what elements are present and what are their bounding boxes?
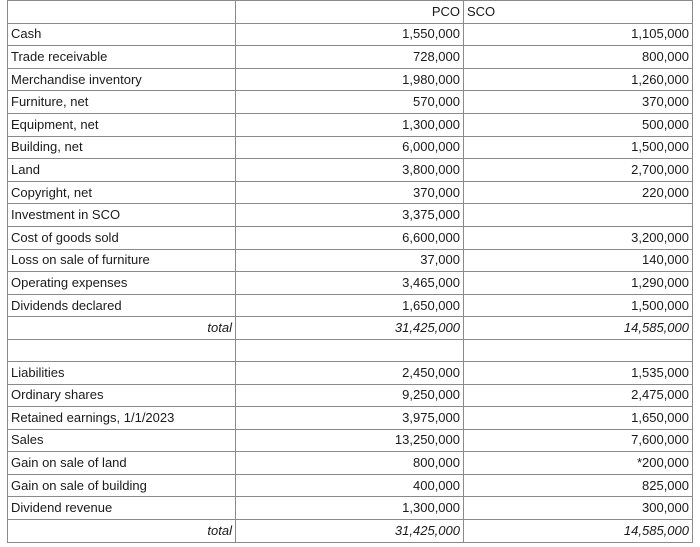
spacer-cell	[236, 339, 464, 361]
pco-value: 1,980,000	[236, 68, 464, 91]
table-row	[8, 159, 693, 182]
pco-value: 3,375,000	[236, 204, 464, 227]
sco-value: 1,500,000	[464, 294, 693, 317]
table-row	[8, 226, 693, 249]
row-label: Sales	[8, 429, 236, 452]
total-label: total	[8, 317, 236, 340]
table-row	[8, 407, 693, 430]
table-row	[8, 272, 693, 295]
header-blank-cell	[8, 1, 236, 24]
table-row	[8, 181, 693, 204]
sco-value: 825,000	[464, 474, 693, 497]
pco-total: 31,425,000	[236, 520, 464, 543]
table-row	[8, 68, 693, 91]
sco-value	[464, 204, 693, 227]
pco-value: 370,000	[236, 181, 464, 204]
pco-value: 400,000	[236, 474, 464, 497]
pco-value: 13,250,000	[236, 429, 464, 452]
table-row	[8, 497, 693, 520]
table-row	[8, 136, 693, 159]
pco-value: 37,000	[236, 249, 464, 272]
sco-value: 1,535,000	[464, 361, 693, 384]
spacer-cell	[464, 339, 693, 361]
total-row-debits	[8, 317, 693, 340]
sco-value: 2,475,000	[464, 384, 693, 407]
pco-value: 9,250,000	[236, 384, 464, 407]
table-row	[8, 474, 693, 497]
table-row	[8, 91, 693, 114]
row-label: Equipment, net	[8, 113, 236, 136]
table-row	[8, 429, 693, 452]
trial-balance-table	[7, 0, 693, 543]
row-label: Cost of goods sold	[8, 226, 236, 249]
sco-total: 14,585,000	[464, 317, 693, 340]
pco-value: 800,000	[236, 452, 464, 475]
pco-value: 3,465,000	[236, 272, 464, 295]
table-row	[8, 23, 693, 46]
row-label: Merchandise inventory	[8, 68, 236, 91]
sco-value: 500,000	[464, 113, 693, 136]
row-label: Building, net	[8, 136, 236, 159]
sco-value: *200,000	[464, 452, 693, 475]
sco-value: 1,500,000	[464, 136, 693, 159]
sco-value: 1,650,000	[464, 407, 693, 430]
total-row-credits	[8, 520, 693, 543]
table-row	[8, 384, 693, 407]
pco-value: 570,000	[236, 91, 464, 114]
row-label: Land	[8, 159, 236, 182]
table-row	[8, 46, 693, 69]
sco-value: 3,200,000	[464, 226, 693, 249]
pco-value: 2,450,000	[236, 361, 464, 384]
sco-value: 370,000	[464, 91, 693, 114]
sco-value: 7,600,000	[464, 429, 693, 452]
sco-value: 1,105,000	[464, 23, 693, 46]
row-label: Ordinary shares	[8, 384, 236, 407]
spacer-row	[8, 339, 693, 361]
row-label: Furniture, net	[8, 91, 236, 114]
sco-value: 300,000	[464, 497, 693, 520]
sco-value: 1,260,000	[464, 68, 693, 91]
row-label: Dividends declared	[8, 294, 236, 317]
row-label: Cash	[8, 23, 236, 46]
table-row	[8, 204, 693, 227]
pco-value: 1,300,000	[236, 113, 464, 136]
pco-value: 3,800,000	[236, 159, 464, 182]
header-row	[8, 1, 693, 24]
table-row	[8, 113, 693, 136]
pco-value: 1,300,000	[236, 497, 464, 520]
sco-value: 800,000	[464, 46, 693, 69]
sco-value: 2,700,000	[464, 159, 693, 182]
sco-total: 14,585,000	[464, 520, 693, 543]
row-label: Trade receivable	[8, 46, 236, 69]
pco-value: 3,975,000	[236, 407, 464, 430]
spacer-cell	[8, 339, 236, 361]
row-label: Gain on sale of building	[8, 474, 236, 497]
header-sco: SCO	[464, 1, 693, 24]
row-label: Liabilities	[8, 361, 236, 384]
row-label: Gain on sale of land	[8, 452, 236, 475]
pco-value: 6,600,000	[236, 226, 464, 249]
table-row	[8, 294, 693, 317]
total-label: total	[8, 520, 236, 543]
row-label: Retained earnings, 1/1/2023	[8, 407, 236, 430]
header-pco: PCO	[236, 1, 464, 24]
sco-value: 1,290,000	[464, 272, 693, 295]
row-label: Loss on sale of furniture	[8, 249, 236, 272]
row-label: Investment in SCO	[8, 204, 236, 227]
pco-value: 1,550,000	[236, 23, 464, 46]
pco-value: 6,000,000	[236, 136, 464, 159]
table-row	[8, 361, 693, 384]
sco-value: 140,000	[464, 249, 693, 272]
pco-value: 1,650,000	[236, 294, 464, 317]
table-row	[8, 452, 693, 475]
pco-value: 728,000	[236, 46, 464, 69]
row-label: Dividend revenue	[8, 497, 236, 520]
pco-total: 31,425,000	[236, 317, 464, 340]
row-label: Operating expenses	[8, 272, 236, 295]
sco-value: 220,000	[464, 181, 693, 204]
row-label: Copyright, net	[8, 181, 236, 204]
table-row	[8, 249, 693, 272]
